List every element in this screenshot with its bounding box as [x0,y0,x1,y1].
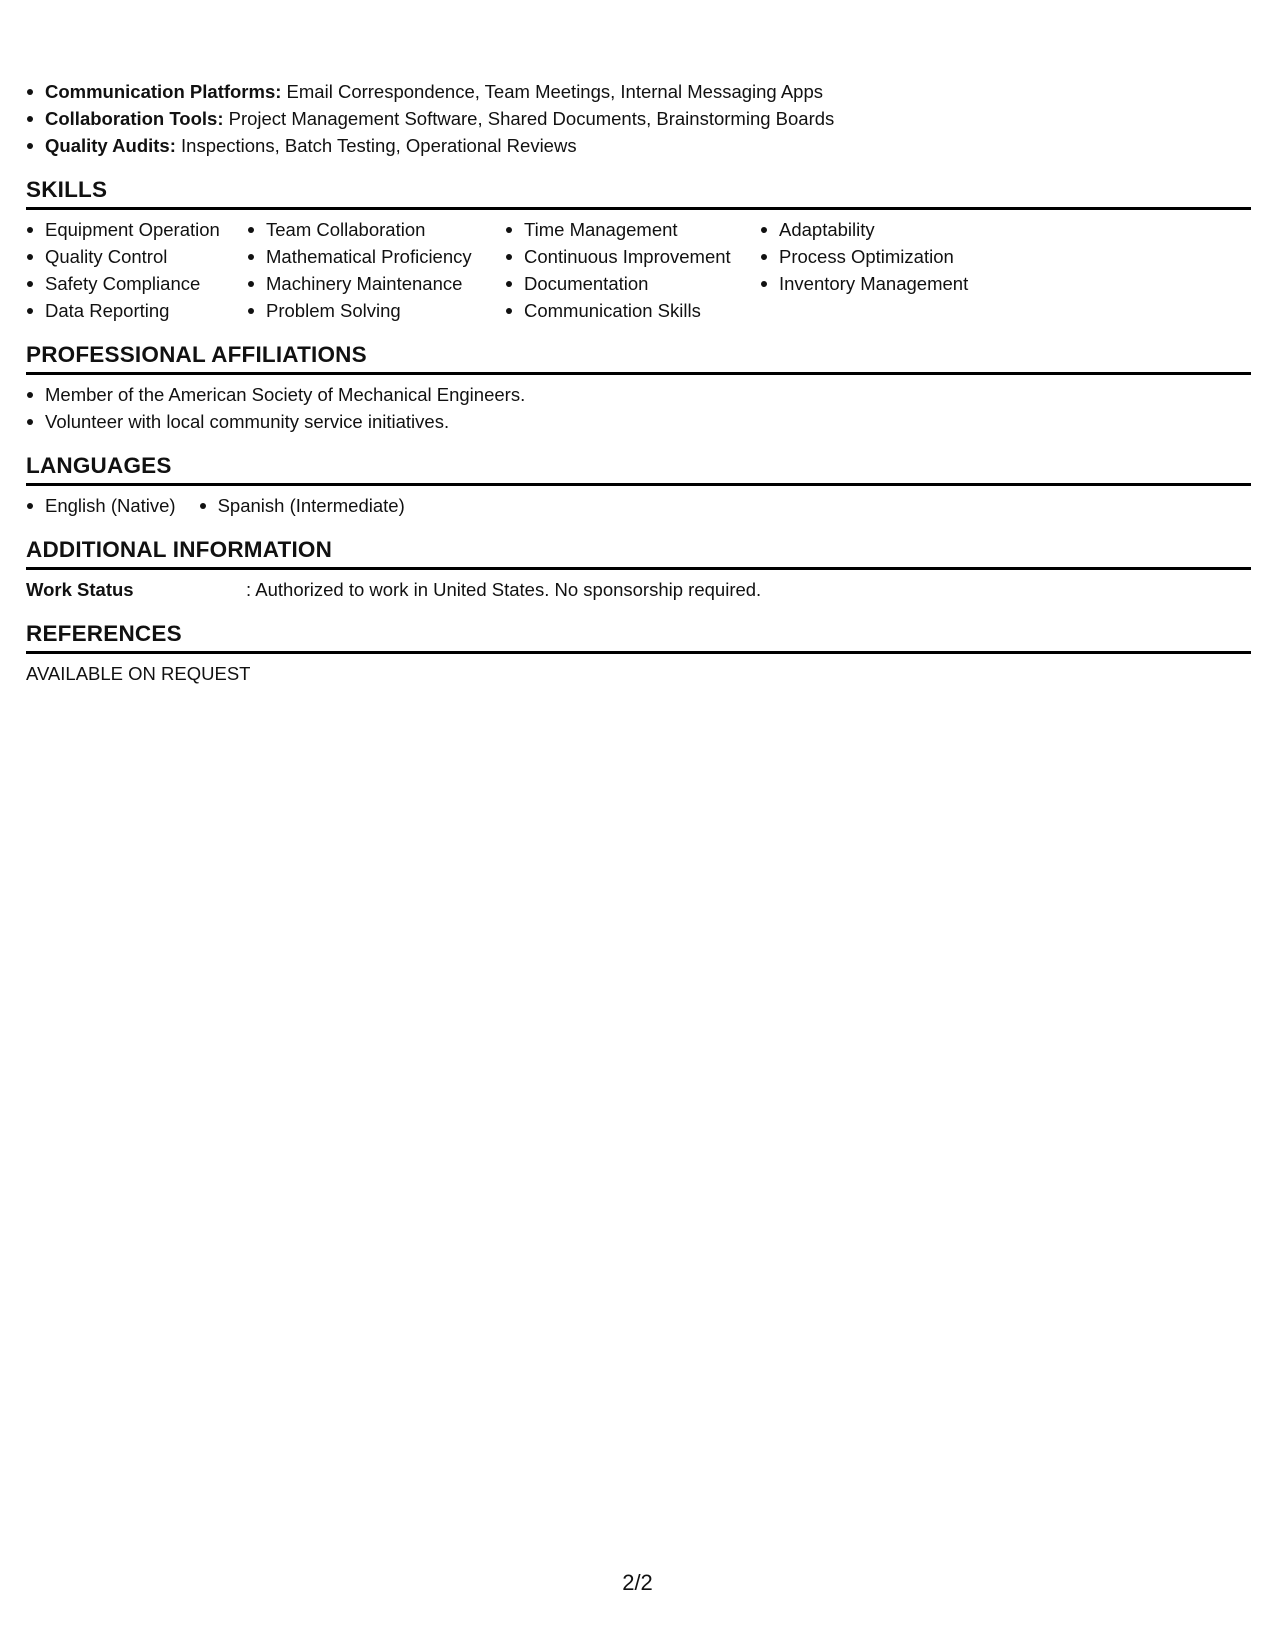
skills-section [26,175,1251,324]
resume-page [26,78,1251,687]
section-title: SKILLS [26,177,108,202]
language-item: Spanish (Intermediate) [199,492,405,519]
affiliations-section [26,340,1251,435]
section-title: PROFESSIONAL AFFILIATIONS [26,342,367,367]
section-title: REFERENCES [26,621,182,646]
list-item: Member of the American Society of Mechanical Engineers. [26,381,1251,408]
references-section [26,619,1251,687]
section-divider [26,567,1251,570]
section-divider [26,372,1251,375]
skill-item: Continuous Improvement [505,243,760,270]
section-title: ADDITIONAL INFORMATION [26,537,333,562]
list-item [26,132,1251,159]
list-item [26,105,1251,132]
skill-item: Machinery Maintenance [247,270,505,297]
skill-item: Equipment Operation [26,216,247,243]
work-status-label: Work Status [26,579,134,600]
skill-item: Communication Skills [505,297,760,324]
skills-column [247,216,505,324]
list-item: Volunteer with local community service initiatives. [26,408,1251,435]
list-item [26,78,1251,105]
work-status-value: : Authorized to work in United States. No sponsorship required. [246,579,762,600]
skill-item: Documentation [505,270,760,297]
item-label: Communication Platforms: [45,81,282,102]
additional-info-section [26,535,1251,603]
intro-list [26,78,1251,159]
section-divider [26,483,1251,486]
skill-item: Inventory Management [760,270,1020,297]
skill-item: Time Management [505,216,760,243]
affiliations-list [26,381,1251,435]
work-status-row [26,576,1251,603]
skill-item: Team Collaboration [247,216,505,243]
skill-item: Quality Control [26,243,247,270]
skill-item: Process Optimization [760,243,1020,270]
page-number: 2/2 [622,1570,653,1595]
skills-column [760,216,1020,324]
skills-column [505,216,760,324]
languages-list [26,492,1251,519]
skill-item: Data Reporting [26,297,247,324]
skill-item: Mathematical Proficiency [247,243,505,270]
skills-columns [26,216,1251,324]
item-text: Project Management Software, Shared Documents, Brainstorming Boards [223,108,835,129]
skill-item: Adaptability [760,216,1020,243]
references-text: AVAILABLE ON REQUEST [26,663,251,684]
languages-section [26,451,1251,519]
item-text: Email Correspondence, Team Meetings, Internal Messaging Apps [281,81,824,102]
section-title: LANGUAGES [26,453,172,478]
section-divider [26,207,1251,210]
language-item: English (Native) [26,492,176,519]
skill-item: Safety Compliance [26,270,247,297]
item-label: Quality Audits: [45,135,176,156]
skill-item: Problem Solving [247,297,505,324]
item-label: Collaboration Tools: [45,108,224,129]
item-text: Inspections, Batch Testing, Operational Reviews [175,135,577,156]
section-divider [26,651,1251,654]
skills-column [26,216,247,324]
